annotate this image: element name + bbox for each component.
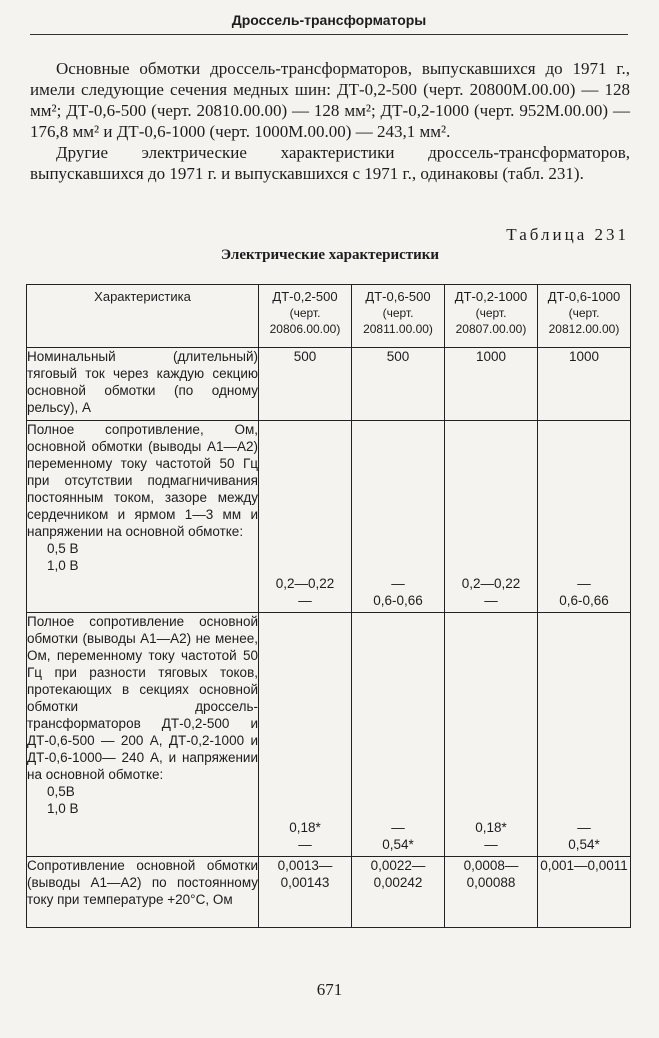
model-name: ДТ-0,2-1000 — [454, 289, 528, 304]
sub-value: 0,2—0,22 — [275, 576, 335, 591]
model-name: ДТ-0,2-500 — [272, 289, 338, 304]
cell-value: 0,001—0,0011 — [538, 857, 631, 928]
cell-value: 0,0022—0,00242 — [352, 857, 445, 928]
cell-value — [445, 421, 538, 613]
model-drawing: (черт. — [475, 306, 507, 320]
running-header — [30, 10, 628, 35]
header-characteristic: Характеристика — [27, 285, 259, 348]
model-drawing: (черт. — [289, 306, 321, 320]
table-title: Электрические характеристики — [220, 247, 440, 263]
model-code: 20807.00.00) — [455, 322, 527, 336]
cell-value — [259, 421, 352, 613]
sub-value: 0,54* — [382, 837, 414, 852]
table-row — [27, 857, 631, 928]
sub-value: 0,6-0,66 — [373, 593, 423, 608]
cell-value — [538, 421, 631, 613]
row-description: Номинальный (длительный) тяговый ток через каждую секцию основной обмотки (по одному рельсу), А — [27, 348, 259, 421]
model-code: 20806.00.00) — [269, 322, 341, 336]
sub-value: — — [391, 576, 405, 591]
paragraph: Другие электрические характеристики дроссель-трансформаторов, выпускавшихся до 1971 г. и выпускавшихся с 1971 г., одинаковы (табл. 231). — [30, 143, 630, 183]
sub-value: — — [577, 576, 591, 591]
row-description — [27, 613, 259, 857]
row-description-text: Полное сопротивление основной обмотки (выводы А1—А2) не менее, Ом, переменному току частотой 50 Гц при разности тяговых токов, протекающих в секциях основной обмотки дроссель-трансформаторов ДТ-0,2-500 и ДТ-0,6-500 — 200 А, ДТ-0,2-1000 и ДТ-0,6-1000— 240 А, и напряжении на основной обмотке: — [27, 614, 258, 782]
characteristics-table — [26, 284, 631, 928]
model-drawing: (черт. — [568, 306, 600, 320]
sub-value: — — [298, 593, 312, 608]
sub-value: 0,18* — [289, 820, 321, 835]
sub-value: — — [484, 593, 498, 608]
table-row — [27, 421, 631, 613]
sub-value: — — [391, 820, 405, 835]
sub-value: 0,18* — [475, 820, 507, 835]
header-model — [445, 285, 538, 348]
table-row — [27, 348, 631, 421]
cell-value: 500 — [352, 348, 445, 421]
row-description: Сопротивление основной обмотки (выводы А1—А2) по постоянному току при температуре +20°С, Ом — [27, 857, 259, 928]
sub-value: — — [298, 837, 312, 852]
cell-value — [352, 613, 445, 857]
table-header-row — [27, 285, 631, 348]
sub-label: 1,0 В — [47, 801, 79, 816]
paragraph: Основные обмотки дроссель-трансформаторов, выпускавшихся до 1971 г., имели следующие сечения медных шин: ДТ-0,2-500 (черт. 20800М.00.00) — 128 мм²; ДТ-0,6-500 (черт. 20810.00.00) — 128 мм²; ДТ-0,2-1000 (черт. 952М.00.00) — 176,8 мм² и ДТ-0,6-1000 (черт. 1000М.00.00) — 243,1 мм². — [30, 59, 630, 141]
cell-value: 1000 — [538, 348, 631, 421]
model-name: ДТ-0,6-500 — [365, 289, 431, 304]
cell-value: 0,0013—0,00143 — [259, 857, 352, 928]
cell-value: 0,0008—0,00088 — [445, 857, 538, 928]
page-number: 671 — [316, 980, 343, 999]
header-model — [259, 285, 352, 348]
sub-value: 0,54* — [568, 837, 600, 852]
cell-value — [538, 613, 631, 857]
header-model — [538, 285, 631, 348]
cell-value: 500 — [259, 348, 352, 421]
cell-value — [445, 613, 538, 857]
sub-value: — — [484, 837, 498, 852]
body-text — [30, 58, 630, 184]
model-code: 20812.00.00) — [548, 322, 620, 336]
sub-value: 0,2—0,22 — [461, 576, 521, 591]
model-name: ДТ-0,6-1000 — [547, 289, 621, 304]
sub-value: — — [577, 820, 591, 835]
sub-label: 0,5В — [47, 784, 75, 799]
table-row — [27, 613, 631, 857]
cell-value: 1000 — [445, 348, 538, 421]
sub-label: 0,5 В — [47, 541, 79, 556]
sub-label: 1,0 В — [47, 558, 79, 573]
model-code: 20811.00.00) — [363, 322, 433, 336]
running-header-title: Дроссель-трансформаторы — [231, 12, 427, 28]
model-drawing: (черт. — [382, 306, 414, 320]
table-number: Таблица 231 — [506, 225, 629, 244]
row-description — [27, 421, 259, 613]
row-description-text: Полное сопротивление, Ом, основной обмотки (выводы А1—А2) переменному току частотой 50 Гц при отсутствии подмагничивания постоянным током, зазоре между сердечником и ярмом 1—3 мм и напряжении на основной обмотке: — [27, 422, 258, 539]
cell-value — [259, 613, 352, 857]
header-model — [352, 285, 445, 348]
sub-value: 0,6-0,66 — [559, 593, 609, 608]
cell-value — [352, 421, 445, 613]
